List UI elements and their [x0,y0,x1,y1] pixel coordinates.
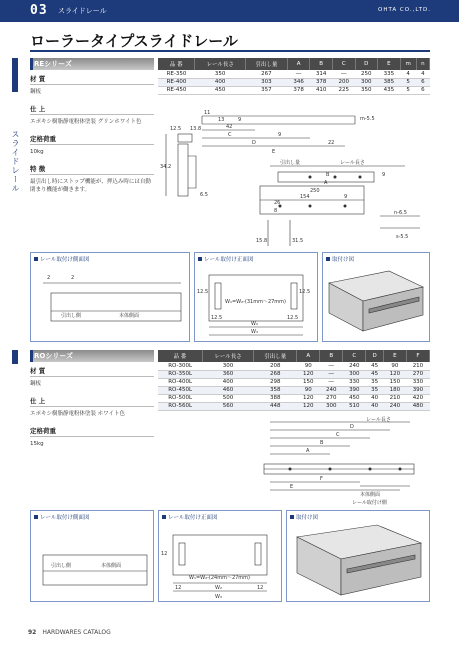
table-cell: 378 [310,78,333,86]
drawing-dim: 引出し側 [61,313,82,319]
panel-title: レール取付け側面図 [34,255,89,263]
table-cell: 350 [195,70,245,78]
table-cell: 120 [383,370,406,378]
drawing-dim: 15.8 [256,238,268,244]
ro-col-header: レール長さ [202,350,253,362]
table-cell: 300 [202,362,253,370]
table-cell: 358 [254,386,297,394]
table-cell: ― [320,362,343,370]
table-cell: 314 [310,70,333,78]
re-col-header: B [310,58,333,70]
table-cell: 4 [416,70,429,78]
drawing-dim: レール取付け側 [352,500,387,506]
catalog-name: HARDWARES CATALOG [42,629,111,636]
re-spec-value: 最引出し時にストップ機能が、押込み時には自動閉まり機能が働きます。 [30,179,151,193]
ro-front-view-drawing [159,511,281,601]
drawing-dim: 本体側面 [119,313,140,319]
table-row [158,370,430,378]
table-cell: 6 [416,86,429,94]
drawing-dim: D [350,424,354,430]
drawing-dim: W₂ [251,321,258,327]
re-rail-drawing [160,96,432,248]
table-cell: 298 [254,378,297,386]
drawing-dim: 12 [257,585,264,591]
drawing-dim: 13 [218,117,225,123]
ro-spec-label: 仕 上 [30,396,154,407]
table-cell: 500 [202,394,253,402]
drawing-dim: D [252,140,256,146]
drawing-dim: A [324,180,328,186]
ro-dimension-table [158,350,430,411]
table-cell: 120 [297,370,320,378]
table-cell: 330 [343,378,366,386]
re-spec-block [30,66,154,194]
drawing-dim: 31.5 [292,238,304,244]
table-cell: 5 [400,86,416,94]
table-row [158,378,430,386]
ro-spec-block [30,358,154,448]
table-header-row [158,350,430,362]
table-row [158,78,430,86]
drawing-dim: n-6.5 [394,210,407,216]
table-cell: 210 [383,394,406,402]
drawing-dim: 12.5 [197,289,209,295]
re-spec-value: 10kg [30,149,44,155]
panel-title: 取付け図 [326,255,354,263]
re-spec-value: 鋼板 [30,89,42,95]
table-cell: 6 [416,78,429,86]
table-cell: ― [320,378,343,386]
table-cell: 45 [366,370,383,378]
table-cell: 300 [320,402,343,410]
section-number: 03 [30,3,48,18]
table-cell: 420 [406,394,429,402]
panel-title: レール取付け正面図 [162,513,217,521]
drawing-dim: レール長さ [340,160,365,166]
table-cell: ― [320,370,343,378]
table-cell: 40 [366,402,383,410]
table-cell: 480 [406,402,429,410]
table-cell: 45 [366,362,383,370]
re-install-panel [322,252,430,342]
table-cell: 268 [254,370,297,378]
re-col-header: C [332,58,355,70]
re-col-header: m [400,58,416,70]
table-cell: 335 [378,70,401,78]
table-header-row [158,58,430,70]
table-cell: 300 [355,78,378,86]
table-cell: 400 [202,378,253,386]
drawing-dim: W₁=W₂-(31mm〜27mm) [225,299,286,305]
drawing-dim: 42 [226,124,233,130]
table-cell: RO-500L [158,394,202,402]
panel-title: 取付け図 [290,513,318,521]
drawing-dim: 9 [238,117,242,123]
drawing-dim: 12 [175,585,182,591]
ro-col-header: C [343,350,366,362]
table-cell: 120 [297,402,320,410]
table-cell: 390 [343,386,366,394]
ro-col-header: 引出し量 [254,350,297,362]
table-cell: 150 [383,378,406,386]
table-cell: 388 [254,394,297,402]
table-cell: 378 [287,86,310,94]
drawing-dim: W₁=W₂-(24mm〜27mm) [189,575,250,581]
page-number: 92 [28,629,37,636]
ro-spec-value: 鋼板 [30,381,42,387]
re-spec-label: 材 質 [30,74,154,85]
page-footer [28,629,111,636]
drawing-dim: W₃ [215,594,222,600]
table-cell: 510 [343,402,366,410]
drawing-dim: 本体側面 [101,563,122,569]
table-cell: 5 [400,78,416,86]
re-spec-label: 定格荷重 [30,134,154,145]
table-cell: 460 [202,386,253,394]
drawing-dim: 9 [344,194,348,200]
table-row [158,86,430,94]
table-cell: RE-350 [158,70,195,78]
drawing-dim: m-5.5 [360,116,375,122]
drawing-dim: 引出し量 [280,160,301,166]
ro-side-view-panel [30,510,154,602]
ro-rail-drawing [160,416,432,506]
table-cell: 267 [245,70,287,78]
table-cell: 330 [406,378,429,386]
side-category-label: スライドレール [11,130,20,193]
table-row [158,386,430,394]
drawing-dim: 12.5 [211,315,223,321]
drawing-dim: 9 [382,172,386,178]
table-cell: RE-450 [158,86,195,94]
re-series-name: REシリーズ [34,60,72,68]
table-cell: 360 [202,370,253,378]
drawing-dim: 22 [328,140,335,146]
ro-col-header: 品 番 [158,350,202,362]
drawing-dim: 12.5 [170,126,182,132]
drawing-dim: 9 [278,132,282,138]
company-name: OHTA CO.,LTD. [377,7,431,13]
table-cell: 435 [378,86,401,94]
table-cell: 40 [366,394,383,402]
re-side-view-panel [30,252,190,342]
section-header [0,0,459,22]
drawing-dim: B [326,172,330,178]
drawing-dim: 12.5 [299,289,311,295]
drawing-dim: 12.5 [287,315,299,321]
table-cell: 90 [297,386,320,394]
table-cell: 208 [254,362,297,370]
drawing-dim: A [306,448,310,454]
ro-col-header: A [297,350,320,362]
drawing-dim: 26 [274,200,281,206]
ro-col-header: B [320,350,343,362]
drawing-dim: 2 [71,275,75,281]
table-cell: RO-400L [158,378,202,386]
table-cell: 303 [245,78,287,86]
table-cell: 450 [343,394,366,402]
table-cell: ― [287,70,310,78]
drawing-dim: レール長さ [366,417,391,423]
table-row [158,70,430,78]
table-cell: 200 [332,78,355,86]
drawing-dim: 6.5 [200,192,208,198]
ro-side-view-drawing [31,511,153,601]
drawing-dim: C [336,432,340,438]
table-cell: 90 [297,362,320,370]
drawing-dim: E [290,484,294,490]
table-cell: 225 [332,86,355,94]
table-cell: 35 [366,386,383,394]
table-cell: 180 [383,386,406,394]
table-cell: 450 [195,86,245,94]
table-cell: 4 [400,70,416,78]
panel-title: レール取付け側面図 [34,513,89,521]
drawing-dim: 154 [300,194,310,200]
table-cell: RO-350L [158,370,202,378]
re-col-header: E [378,58,401,70]
ro-spec-value: 15kg [30,441,44,447]
table-cell: 410 [310,86,333,94]
drawing-dim: C [228,132,232,138]
table-cell: ― [332,70,355,78]
drawing-dim: 13.8 [190,126,202,132]
re-col-header: 品 番 [158,58,195,70]
table-cell: 35 [366,378,383,386]
table-cell: 270 [406,370,429,378]
table-cell: 448 [254,402,297,410]
re-dimension-table [158,58,430,95]
drawing-dim: E [272,149,276,155]
table-cell: 385 [378,78,401,86]
re-front-view-drawing [195,253,317,341]
re-spec-value: エポキシ樹脂静電粉体塗装 グリンホワイト色 [30,119,142,125]
title-rule [30,50,430,52]
table-cell: 240 [343,362,366,370]
drawing-dim: F [320,476,323,482]
drawing-dim: 34.2 [160,164,172,170]
re-side-view-drawing [31,253,189,341]
table-cell: 120 [297,394,320,402]
ro-col-header: F [406,350,429,362]
table-cell: RO-450L [158,386,202,394]
drawing-dim: W₃ [251,329,258,335]
ro-spec-label: 材 質 [30,366,154,377]
ro-col-header: D [366,350,383,362]
table-cell: 270 [320,394,343,402]
table-cell: 346 [287,78,310,86]
drawing-dim: 引出し側 [51,563,72,569]
re-col-header: D [355,58,378,70]
ro-install-panel [286,510,430,602]
table-cell: 390 [406,386,429,394]
re-col-header: A [287,58,310,70]
table-cell: 90 [383,362,406,370]
table-cell: 357 [245,86,287,94]
table-cell: 350 [355,86,378,94]
re-col-header: n [416,58,429,70]
table-cell: 210 [406,362,429,370]
re-spec-label: 特 徴 [30,164,154,175]
drawing-dim: 12 [161,551,168,557]
ro-series-name: ROシリーズ [34,352,73,360]
re-col-header: 引出し量 [245,58,287,70]
table-cell: 300 [343,370,366,378]
re-install-illustration [323,253,429,341]
panel-title: レール取付け正面図 [198,255,253,263]
table-row [158,402,430,410]
ro-spec-label: 定格荷重 [30,426,154,437]
ro-col-header: E [383,350,406,362]
table-cell: 250 [355,70,378,78]
page-title: ローラータイプスライドレール [30,32,238,50]
table-cell: RE-400 [158,78,195,86]
drawing-dim: s-5.5 [396,234,409,240]
re-spec-label: 仕 上 [30,104,154,115]
table-cell: 240 [383,402,406,410]
drawing-dim: 8 [274,208,278,214]
ro-section-marker [12,350,18,364]
side-tab-marker [12,58,18,92]
table-cell: 240 [320,386,343,394]
table-row [158,394,430,402]
table-cell: 400 [195,78,245,86]
table-cell: RO-300L [158,362,202,370]
table-row [158,362,430,370]
drawing-dim: 250 [310,188,320,194]
ro-front-view-panel [158,510,282,602]
drawing-dim: 本体側面 [360,492,381,498]
section-name: スライドレール [58,7,107,15]
table-cell: RO-560L [158,402,202,410]
drawing-dim: B [320,440,324,446]
table-cell: 150 [297,378,320,386]
drawing-dim: W₂ [215,585,222,591]
drawing-dim: 2 [47,275,51,281]
ro-install-illustration [287,511,429,601]
ro-spec-value: エポキシ樹脂静電粉体塗装 ホワイト色 [30,411,126,417]
re-front-view-panel [194,252,318,342]
table-cell: 560 [202,402,253,410]
re-col-header: レール長さ [195,58,245,70]
drawing-dim: 11 [204,110,211,116]
